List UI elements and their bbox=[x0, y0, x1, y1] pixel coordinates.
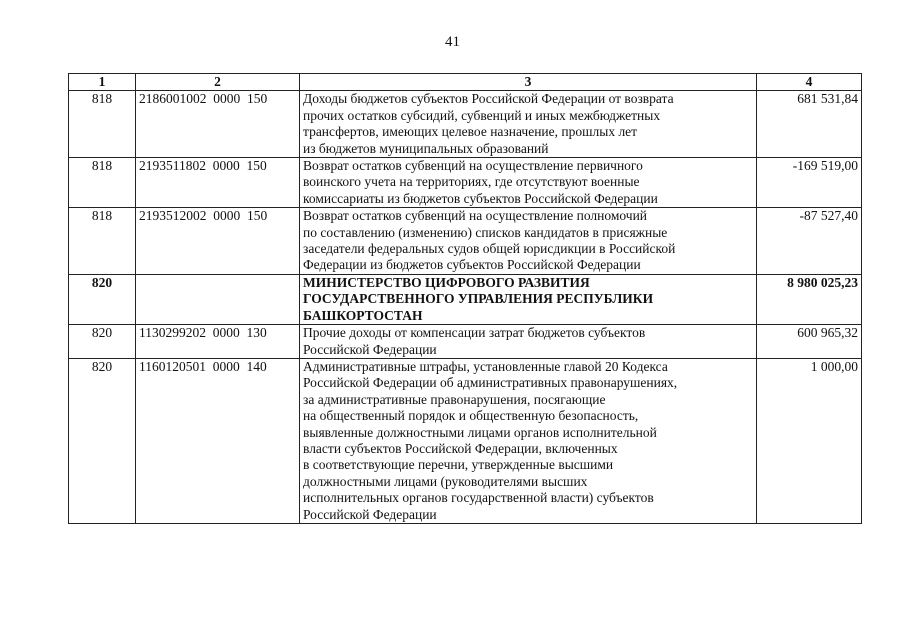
description-line: исполнительных органов государственной власти) субъектов bbox=[303, 490, 654, 506]
income-code-cell: 2193511802 0000 150 bbox=[136, 158, 300, 208]
table-row bbox=[69, 325, 862, 359]
description-line: Федерации из бюджетов субъектов Российской Федерации bbox=[303, 257, 641, 273]
amount-cell: -87 527,40 bbox=[757, 208, 862, 275]
admin-code-cell: 818 bbox=[69, 208, 136, 275]
description-line: Возврат остатков субвенций на осуществление первичного bbox=[303, 158, 643, 174]
description-line: должностными лицами (руководителями высших bbox=[303, 473, 588, 489]
description-line: воинского учета на территориях, где отсутствуют военные bbox=[303, 174, 640, 190]
income-code-cell: 2193512002 0000 150 bbox=[136, 208, 300, 275]
budget-table bbox=[68, 73, 862, 524]
admin-code-cell: 820 bbox=[69, 274, 136, 324]
description-line: Прочие доходы от компенсации затрат бюджетов субъектов bbox=[303, 325, 646, 341]
table-row bbox=[69, 208, 862, 275]
description-line: трансфертов, имеющих целевое назначение, прошлых лет bbox=[303, 124, 638, 140]
description-cell bbox=[300, 208, 757, 275]
amount-cell: 1 000,00 bbox=[757, 358, 862, 523]
description-line: комиссариаты из бюджетов субъектов Российской Федерации bbox=[303, 190, 658, 206]
description-line: в соответствующие перечни, утвержденные высшими bbox=[303, 457, 614, 473]
amount-cell: 600 965,32 bbox=[757, 325, 862, 359]
amount-cell: 681 531,84 bbox=[757, 91, 862, 158]
amount-cell: -169 519,00 bbox=[757, 158, 862, 208]
description-line: Административные штрафы, установленные главой 20 Кодекса bbox=[303, 358, 668, 374]
table-row bbox=[69, 91, 862, 158]
header-col-1: 1 bbox=[69, 74, 136, 91]
description-line: за административные правонарушения, посягающие bbox=[303, 391, 606, 407]
description-line: прочих остатков субсидий, субвенций и иных межбюджетных bbox=[303, 107, 661, 123]
description-cell bbox=[300, 91, 757, 158]
description-cell bbox=[300, 274, 757, 324]
description-line: заседатели федеральных судов общей юрисдикции в Российской bbox=[303, 241, 676, 257]
description-line: ГОСУДАРСТВЕННОГО УПРАВЛЕНИЯ РЕСПУБЛИКИ bbox=[303, 291, 654, 307]
admin-code-cell: 818 bbox=[69, 158, 136, 208]
description-line: на общественный порядок и общественную безопасность, bbox=[303, 408, 639, 424]
description-line: власти субъектов Российской Федерации, включенных bbox=[303, 440, 618, 456]
admin-code-cell: 818 bbox=[69, 91, 136, 158]
description-line: Возврат остатков субвенций на осуществление полномочий bbox=[303, 208, 648, 224]
header-col-4: 4 bbox=[757, 74, 862, 91]
description-cell bbox=[300, 358, 757, 523]
income-code-cell: 2186001002 0000 150 bbox=[136, 91, 300, 158]
table-row bbox=[69, 158, 862, 208]
header-col-2: 2 bbox=[136, 74, 300, 91]
income-code-cell: 1160120501 0000 140 bbox=[136, 358, 300, 523]
description-line: БАШКОРТОСТАН bbox=[303, 307, 423, 323]
table-body bbox=[69, 91, 862, 524]
description-line: Российской Федерации bbox=[303, 341, 437, 357]
income-code-cell: 1130299202 0000 130 bbox=[136, 325, 300, 359]
table-row bbox=[69, 358, 862, 523]
description-line: из бюджетов муниципальных образований bbox=[303, 140, 549, 156]
description-cell bbox=[300, 325, 757, 359]
amount-cell: 8 980 025,23 bbox=[757, 274, 862, 324]
description-line: Российской Федерации bbox=[303, 506, 437, 522]
income-code-cell bbox=[136, 274, 300, 324]
description-line: МИНИСТЕРСТВО ЦИФРОВОГО РАЗВИТИЯ bbox=[303, 274, 590, 290]
table-header-row bbox=[69, 74, 862, 91]
description-line: Доходы бюджетов субъектов Российской Федерации от возврата bbox=[303, 91, 674, 107]
header-col-3: 3 bbox=[300, 74, 757, 91]
admin-code-cell: 820 bbox=[69, 358, 136, 523]
page-number: 41 bbox=[445, 34, 460, 50]
description-line: выявленные должностными лицами органов исполнительной bbox=[303, 424, 657, 440]
table-row bbox=[69, 274, 862, 324]
description-line: Российской Федерации об административных правонарушениях, bbox=[303, 375, 678, 391]
admin-code-cell: 820 bbox=[69, 325, 136, 359]
description-line: по составлению (изменению) списков кандидатов в присяжные bbox=[303, 224, 668, 240]
description-cell bbox=[300, 158, 757, 208]
